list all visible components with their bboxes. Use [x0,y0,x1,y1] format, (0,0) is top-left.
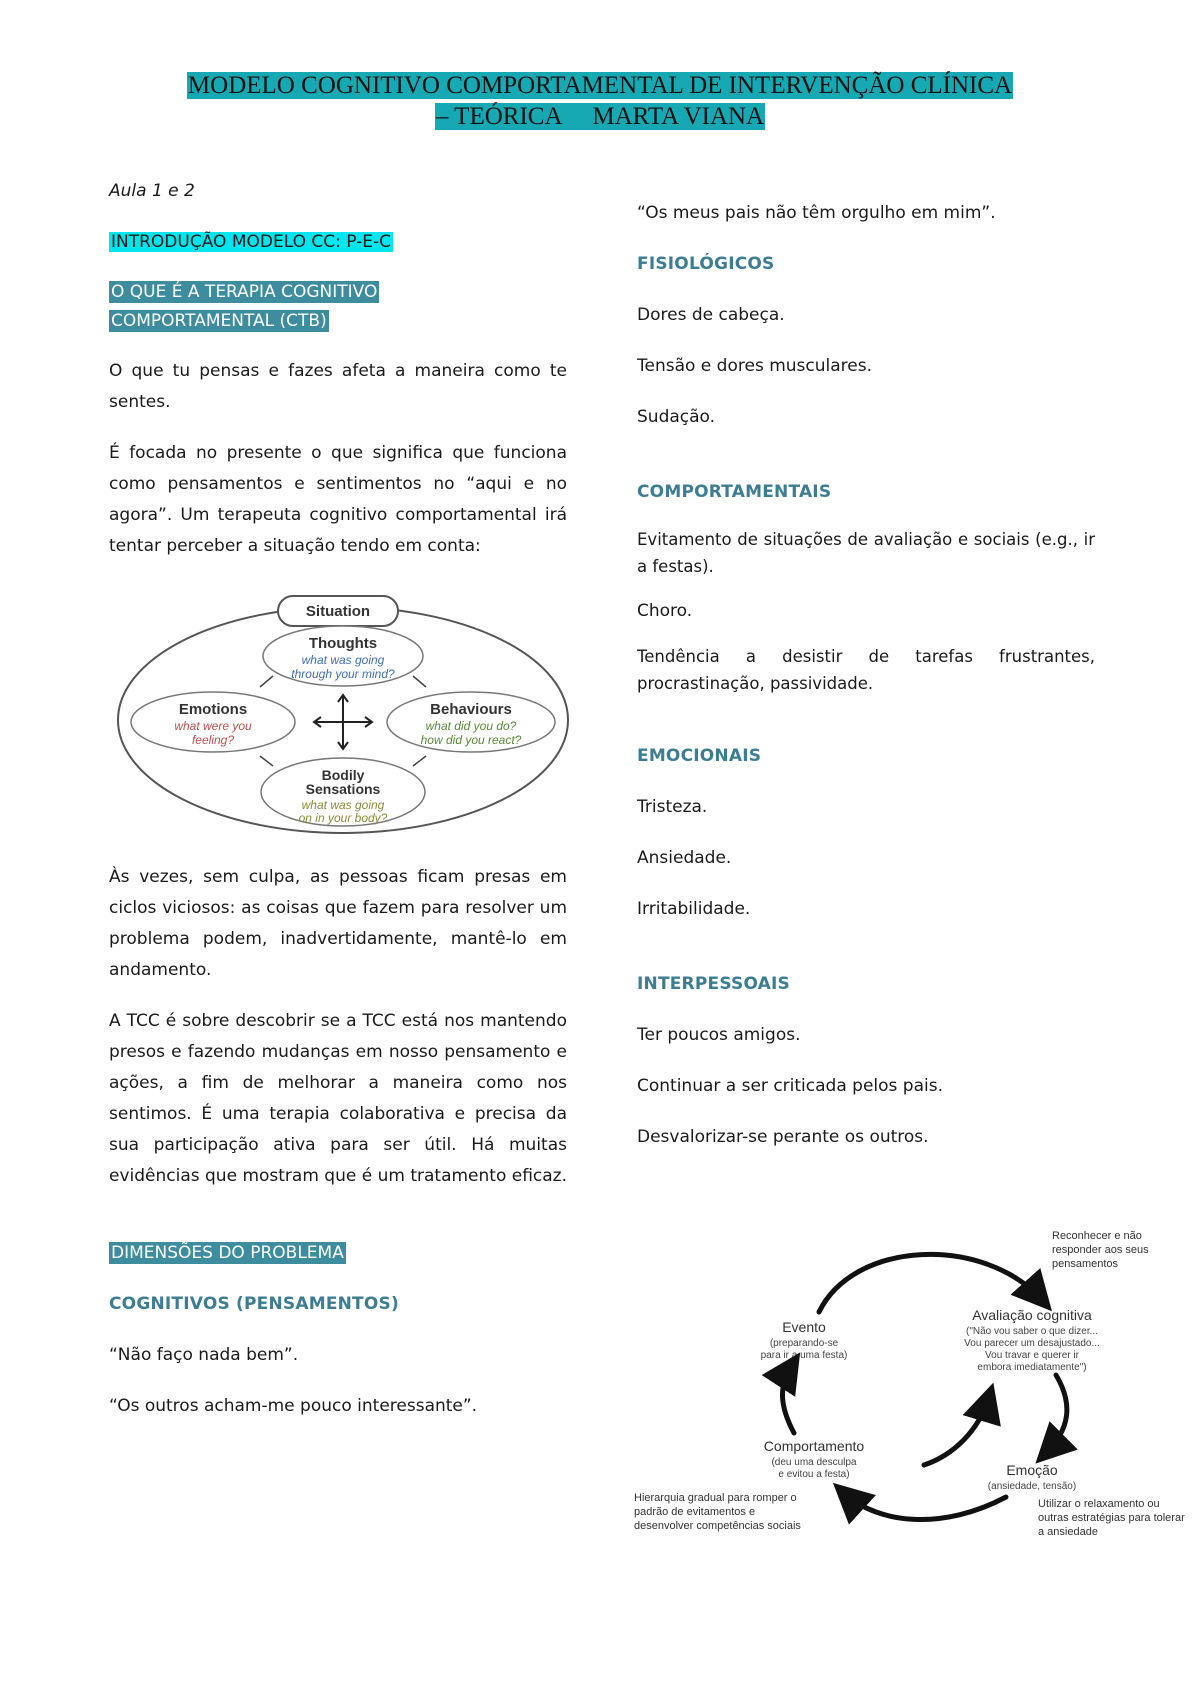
cognitive-heading: COGNITIVOS (PENSAMENTOS) [109,1294,399,1314]
note-left-3: desenvolver competências sociais [634,1520,801,1532]
behaviours-sub-2: how did you react? [420,733,522,747]
interpersonal-item-1: Ter poucos amigos. [637,1025,801,1045]
situation-cycle-diagram [113,584,571,844]
behaviours-label: Behaviours [430,701,512,718]
physiological-item-2: Tensão e dores musculares. [637,356,872,376]
tcc-heading-line-2: COMPORTAMENTAL (CTB) [111,311,327,331]
emotional-item-3: Irritabilidade. [637,899,751,919]
bodily-sub-2: on in your body? [298,811,388,825]
left-column [109,176,567,1422]
paragraph-2: É focada no presente o que significa que funciona como pensamentos e sentimentos no “aqui e no agora”. Um terapeuta cognitivo comportamental irá tentar perceber a situação tendo em conta: [109,443,567,556]
emocao-sub: (ansiedade, tensão) [987,1481,1077,1492]
title-line-2: – TEÓRICA MARTA VIANA [435,103,765,130]
bodily-label-2: Sensations [305,781,381,797]
avaliacao-sub-1: ("Não vou saber o que dizer... [966,1326,1098,1337]
emotional-item-1: Tristeza. [637,797,708,817]
center-cross-arrows [314,695,372,749]
emotional-heading: EMOCIONAIS [637,746,762,766]
emotional-item-2: Ansiedade. [637,848,732,868]
avaliacao-label: Avaliação cognitiva [972,1307,1092,1323]
right-column [637,198,1095,1153]
paragraph-4: A TCC é sobre descobrir se a TCC está nos mantendo presos e fazendo mudanças em nosso pensamento e ações, a fim de melhorar a maneira como nos sentimos. É uma terapia colaborativa e precisa da sua participação ativa para ser útil. Há muitas evidências que mostram que é um tratamento eficaz. [109,1011,568,1186]
tcc-heading-line-1: O QUE É A TERAPIA COGNITIVO [111,282,378,302]
cognitive-item-1: “Não faço nada bem”. [109,1345,299,1365]
interpersonal-item-3: Desvalorizar-se perante os outros. [637,1127,929,1147]
paragraph-3: Às vezes, sem culpa, as pessoas ficam presas em ciclos viciosos: as coisas que fazem para resolver um problema podem, inadvertidamente, mantê-lo em andamento. [109,867,567,980]
behavioural-item-2: Choro. [637,601,693,621]
cognitive-item-2: “Os outros acham-me pouco interessante”. [109,1396,478,1416]
thoughts-label: Thoughts [308,635,378,652]
note-right-1: Utilizar o relaxamento ou [1038,1498,1160,1510]
avaliacao-sub-4: embora imediatamente") [977,1362,1087,1373]
note-left-2: padrão de evitamentos e [634,1506,756,1518]
note-top-2: responder aos seus [1052,1244,1149,1256]
evento-label: Evento [782,1319,826,1335]
behavioural-item-3: Tendência a desistir de tarefas frustrantes, procrastinação, passividade. [637,647,1095,693]
note-top-1: Reconhecer e não [1052,1230,1142,1242]
avaliacao-sub-2: Vou parecer um desajustado... [964,1338,1100,1349]
evento-sub-1: (preparando-se [769,1338,839,1349]
physiological-item-3: Sudação. [637,407,716,427]
note-top-3: pensamentos [1052,1258,1119,1270]
cognitive-item-3: “Os meus pais não têm orgulho em mim”. [637,203,996,223]
dimensions-heading: DIMENSÕES DO PROBLEMA [111,1243,344,1263]
interpersonal-item-2: Continuar a ser criticada pelos pais. [637,1076,943,1096]
interpersonal-heading: INTERPESSOAIS [637,974,790,994]
note-left-1: Hierarquia gradual para romper o [634,1492,797,1504]
emotions-sub-1: what were you [174,719,252,733]
lesson-label: Aula 1 e 2 [109,181,195,201]
evento-sub-2: para ir a uma festa) [760,1350,848,1361]
emotions-sub-2: feeling? [191,733,235,747]
document-title [0,70,1200,132]
emocao-label: Emoção [1006,1462,1058,1478]
behavioural-heading: COMPORTAMENTAIS [637,482,832,502]
comportamento-sub-2: e evitou a festa) [778,1469,850,1480]
thoughts-sub-2: through your mind? [291,667,395,681]
physiological-item-1: Dores de cabeça. [637,305,785,325]
note-right-3: a ansiedade [1038,1526,1098,1538]
situation-label: Situation [305,603,371,620]
intro-heading: INTRODUÇÃO MODELO CC: P-E-C [111,232,391,252]
paragraph-1: O que tu pensas e fazes afeta a maneira como te sentes. [109,361,567,412]
title-line-1: MODELO COGNITIVO COMPORTAMENTAL DE INTERVENÇÃO CLÍNICA [187,72,1013,99]
anxiety-cycle-diagram [634,1225,1194,1555]
comportamento-label: Comportamento [763,1438,865,1454]
behavioural-item-1: Evitamento de situações de avaliação e sociais (e.g., ir a festas). [637,530,1095,576]
behaviours-sub-1: what did you do? [425,719,517,733]
bodily-sub-1: what was going [301,798,385,812]
physiological-heading: FISIOLÓGICOS [637,254,775,274]
comportamento-sub-1: (deu uma desculpa [771,1457,857,1468]
thoughts-sub-1: what was going [301,653,385,667]
note-right-2: outras estratégias para tolerar [1038,1512,1185,1524]
emotions-label: Emotions [178,701,248,718]
bodily-label-1: Bodily [321,767,365,783]
avaliacao-sub-3: Vou travar e querer ir [985,1350,1079,1361]
